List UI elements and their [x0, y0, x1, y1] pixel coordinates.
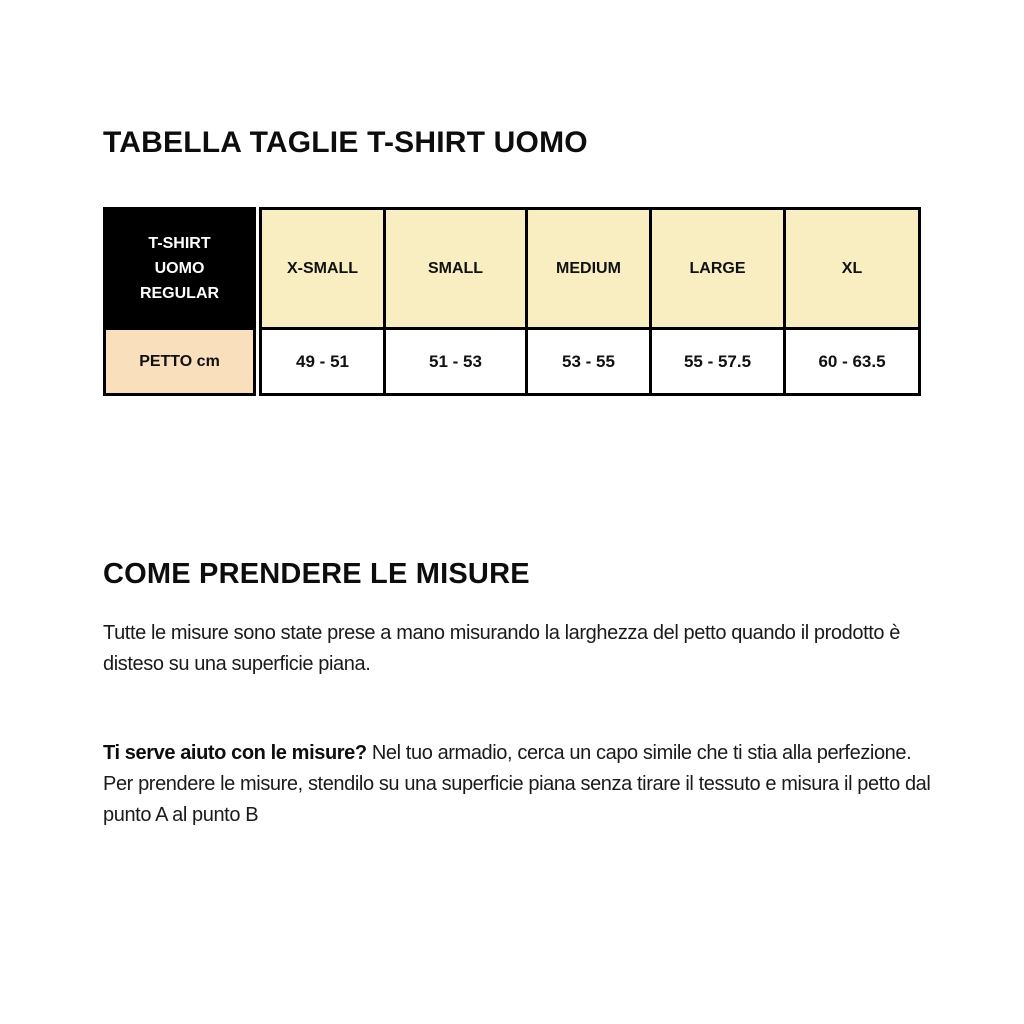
measure-description: Tutte le misure sono state prese a mano misurando la larghezza del petto quando il prodotto è disteso su una superficie piana.	[103, 622, 900, 675]
corner-header-line: T-SHIRT	[148, 235, 211, 252]
measure-help	[103, 738, 931, 831]
corner-header-line: REGULAR	[139, 285, 220, 302]
size-column-header-xsmall: X-SMALL	[262, 210, 386, 327]
size-table-first-column	[103, 207, 256, 396]
size-column-header-medium: MEDIUM	[528, 210, 652, 327]
size-column-header-large: LARGE	[652, 210, 786, 327]
corner-header-line: UOMO	[154, 260, 205, 277]
petto-value-small: 51 - 53	[386, 327, 528, 393]
petto-value-xsmall: 49 - 51	[262, 327, 386, 393]
petto-value-xl: 60 - 63.5	[786, 327, 918, 393]
petto-value-medium: 53 - 55	[528, 327, 652, 393]
table-corner-header	[103, 207, 256, 330]
size-table	[103, 207, 921, 396]
measure-help-question: Ti serve aiuto con le misure?	[103, 742, 367, 764]
measure-help-body: Nel tuo armadio, cerca un capo simile che ti stia alla perfezione. Per prendere le misure, stendilo su una superficie piana senza tirare il tessuto e misura il petto dal punto A al punto B	[103, 742, 931, 826]
size-column-header-xl: XL	[786, 210, 918, 327]
size-column-header-small: SMALL	[386, 210, 528, 327]
section-heading-measures: COME PRENDERE LE MISURE	[103, 558, 530, 590]
page-title: TABELLA TAGLIE T-SHIRT UOMO	[103, 126, 588, 159]
size-table-grid	[259, 207, 921, 396]
petto-value-large: 55 - 57.5	[652, 327, 786, 393]
row-label-petto: PETTO cm	[103, 330, 256, 396]
